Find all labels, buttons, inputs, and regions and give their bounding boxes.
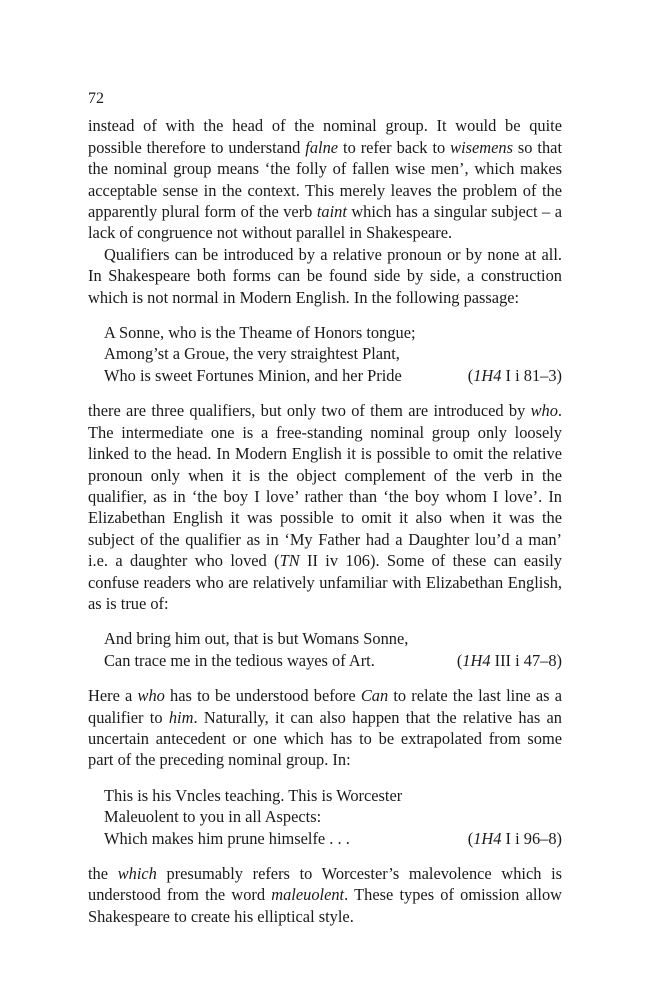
verse-quote-3-line: This is his Vncles teaching. This is Worcester (104, 785, 403, 805)
verse-quote-1-line: Among’st a Groue, the very straightest Plant, (104, 344, 400, 364)
paragraph-1-italic-term: wisemens (450, 137, 513, 157)
paragraph-1: instead of with the head of the nominal group. It would be quite possible therefore to understand falne to refer back to wisemens so that the nominal group means ‘the folly of fallen wise men’, which makes acceptable sense in the context. This merely leaves the problem of the apparently plural form of the verb taint which has a singular subject – a lack of congruence not without parallel in Shakespeare. (88, 116, 562, 243)
verse-quote-3-line: Which makes him prune himselfe . . . (1H4 I i 96–8) (104, 828, 562, 848)
verse-quote-3 (104, 785, 562, 849)
paragraph-3: there are three qualifiers, but only two of them are introduced by who. The intermediate one is a free-standing nominal group only loosely linked to the head. In Modern English it is possible to omit the relative pronoun only when it is the object complement of the verb in the qualifier, as in ‘the boy I love’ rather than ‘the boy whom I love’. In Elizabethan English it was possible to omit it also when it was the subject of the qualifier as in ‘My Father had a Daughter lou’d a man’ i.e. a daughter who loved (TN II iv 106). Some of these can easily confuse readers who are relatively unfamiliar with Elizabethan English, as is true of: (88, 401, 563, 613)
paragraph-2: Qualifiers can be introduced by a relative pronoun or by none at all. In Shakespeare both forms can be found side by side, a construction which is not normal in Modern English. In the following passage: (88, 244, 562, 307)
verse-quote-2-citation: (1H4 III i 47–8) (456, 650, 562, 670)
verse-quote-2-citation-italic-term: 1H4 (462, 650, 491, 670)
verse-quote-2-line: Can trace me in the tedious wayes of Art. (1H4 III i 47–8) (104, 650, 562, 670)
verse-quote-1-line: Who is sweet Fortunes Minion, and her Pride (1H4 I i 81–3) (104, 365, 562, 385)
paragraph-1-italic-term: taint (316, 202, 347, 222)
paragraph-3-italic-term: who (530, 401, 558, 421)
verse-quote-2 (104, 628, 562, 671)
paragraph-3-italic-term: TN (279, 551, 300, 571)
verse-quote-1-citation-italic-term: 1H4 (473, 365, 502, 385)
paragraph-4-italic-term: Can (360, 686, 389, 706)
verse-quote-3-citation: (1H4 I i 96–8) (467, 828, 562, 848)
verse-quote-1 (104, 322, 562, 386)
verse-quote-3-line: Maleuolent to you in all Aspects: (104, 807, 322, 827)
paragraph-1-italic-term: falne (305, 137, 339, 157)
page-number: 72 (88, 90, 104, 107)
paragraph-5: the which presumably refers to Worcester’s malevolence which is understood from the word maleuolent. These types of omission allow Shakespeare to create his elliptical style. (88, 864, 562, 926)
paragraph-4-italic-term: who (137, 686, 165, 706)
verse-quote-1-citation: (1H4 I i 81–3) (467, 365, 562, 385)
verse-quote-1-line: A Sonne, who is the Theame of Honors tongue; (104, 323, 416, 343)
verse-quote-3-citation-italic-term: 1H4 (473, 828, 502, 848)
paragraph-5-italic-term: maleuolent (271, 885, 345, 905)
verse-quote-2-line: And bring him out, that is but Womans Sonne, (104, 629, 409, 649)
paragraph-5-italic-term: which (117, 864, 157, 883)
paragraph-4-italic-term: him (168, 707, 194, 727)
paragraph-4: Here a who has to be understood before Can to relate the last line as a qualifier to him. Naturally, it can also happen that the relative has an uncertain antecedent or one which has to be extrapolated from some part of the preceding nominal group. In: (88, 686, 562, 770)
